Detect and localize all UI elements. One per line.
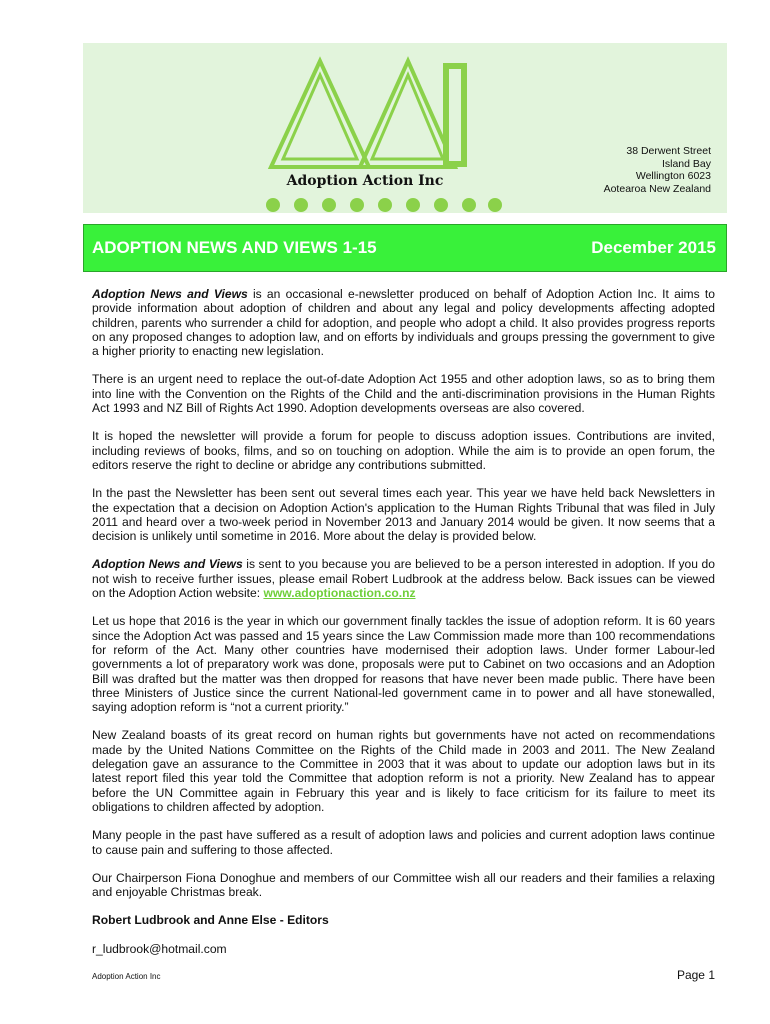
address-line: 38 Derwent Street <box>626 145 711 157</box>
editors-signature: Robert Ludbrook and Anne Else - Editors <box>92 913 329 928</box>
title-bar <box>83 224 727 272</box>
newsletter-title: ADOPTION NEWS AND VIEWS 1-15 <box>92 238 377 257</box>
paragraph-text: is an occasional e-newsletter produced on behalf of Adoption Action Inc. It aims to provide information about adoption of children and about any legal and policy developments affecting adopted children, parents who surrender a child for adoption, and people who adopt a child. It also provides progress reports on any proposed changes to adoption law, and on efforts by individuals and groups pressing the government to give a higher priority to enacting new legislation. <box>92 287 715 359</box>
publication-name: Adoption News and Views <box>92 557 243 572</box>
paragraph: It is hoped the newsletter will provide a forum for people to discuss adoption issues. Contributions are invited, including reviews of books, films, and so on touching on adoption. While the aim is to provide an open forum, the editors reserve the right to decline or abridge any contributions submitted. <box>92 429 715 472</box>
paragraph: Many people in the past have suffered as a result of adoption laws and policies and current adoption laws continue to cause pain and suffering to those affected. <box>92 828 715 857</box>
adoption-action-logo <box>263 53 503 213</box>
paragraph-text: is sent to you because you are believed to be a person interested in adoption. If you do not wish to receive further issues, please email Robert Ludbrook at the address below. Back issues can be viewed on the Adoption Action website: <box>92 557 715 601</box>
address-block <box>604 145 711 195</box>
paragraph: There is an urgent need to replace the out-of-date Adoption Act 1955 and other adoption laws, so as to bring them into line with the Convention on the Rights of the Child and the anti-discrimination provisions in the Human Rights Act 1993 and NZ Bill of Rights Act 1990. Adoption developments overseas are also covered. <box>92 372 715 416</box>
org-name: Adoption Action Inc <box>286 173 444 189</box>
paragraph: Our Chairperson Fiona Donoghue and members of our Committee wish all our readers and their families a relaxing and enjoyable Christmas break. <box>92 870 715 900</box>
footer-org: Adoption Action Inc <box>92 972 161 981</box>
subscription-paragraph <box>92 557 715 600</box>
publication-name: Adoption News and Views <box>92 287 248 301</box>
website-link[interactable]: www.adoptionaction.co.nz <box>263 586 416 601</box>
address-line: Aotearoa New Zealand <box>603 182 711 195</box>
paragraph: Let us hope that 2016 is the year in which our government finally tackles the issue of adoption reform. It is 60 years since the Adoption Act was passed and 15 years since the Law Commission made more than 100 recommendations for reform of the Act. Many other countries have modernised their adoption laws. Under former Labour-led governments a lot of preparatory work was done, proposals were put to Cabinet on two occasions and an Adoption Bill was drafted but the matter was then dropped for reasons that have never been made public. There have been three Ministers of Justice since the current National-led government came in to power and all have stonewalled, saying adoption reform is “not a current priority.” <box>92 614 715 715</box>
header-band <box>83 43 727 213</box>
editor-email[interactable]: r_ludbrook@hotmail.com <box>92 941 227 956</box>
newsletter-body <box>92 287 715 970</box>
paragraph: New Zealand boasts of its great record on human rights but governments have not acted on recommendations made by the United Nations Committee on the Rights of the Child made in 2003 and 2011. The New Zealand delegation gave an assurance to the Committee in 2003 that it was about to update our adoption laws but in its latest report filed this year told the Committee that adoption reform is not a priority. New Zealand has to appear before the UN Committee again in February this year and is likely to face criticism for its failure to meet its obligations to children affected by adoption. <box>92 728 715 814</box>
intro-paragraph <box>92 287 715 358</box>
address-line: Wellington 6023 <box>635 170 711 182</box>
address-line: Island Bay <box>661 157 711 170</box>
paragraph: In the past the Newsletter has been sent out several times each year. This year we have held back Newsletters in the expectation that a decision on Adoption Action's application to the Human Rights Tribunal that was filed in July 2011 and heard over a two-week period in November 2013 and January 2014 would be given. It now seems that a decision is unlikely until sometime in 2016. More about the delay is provided below. <box>92 486 715 544</box>
page-number: Page 1 <box>676 968 715 982</box>
newsletter-date: December 2015 <box>591 238 716 257</box>
